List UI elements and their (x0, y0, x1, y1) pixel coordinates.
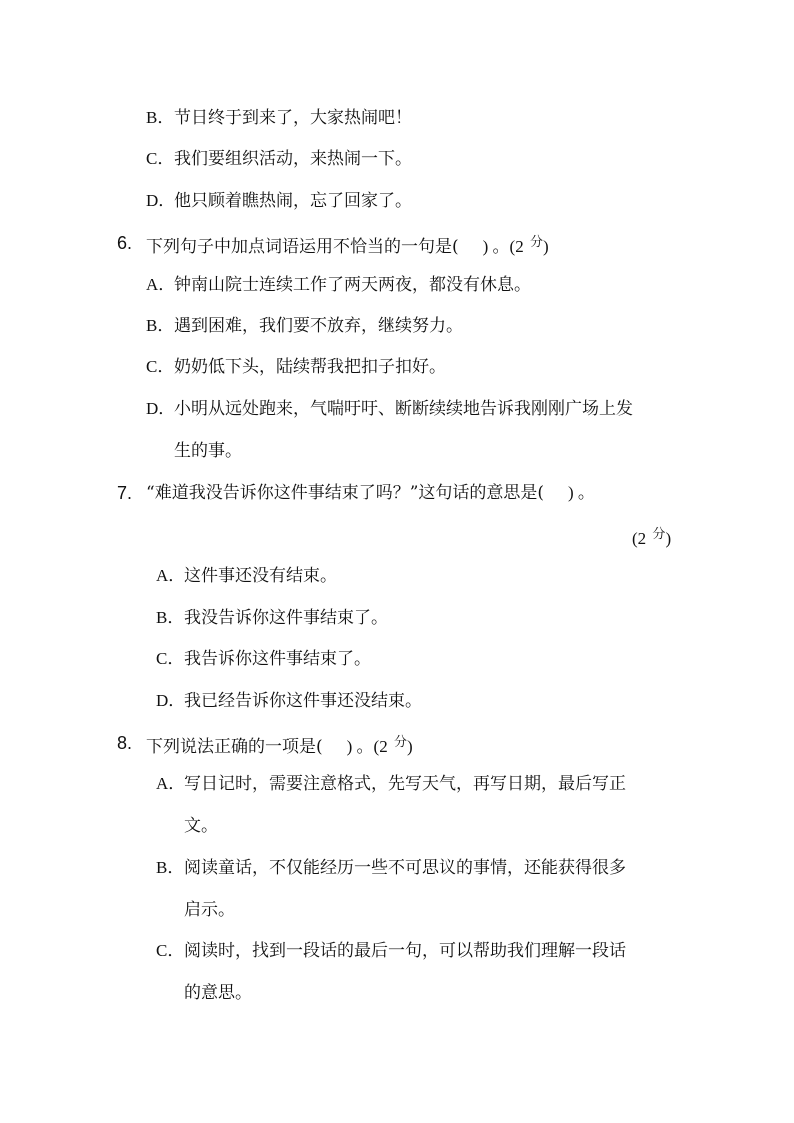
option-c (156, 939, 626, 963)
option-c-continued: 的意思。 (184, 983, 252, 1003)
question-6-number: 6. (117, 233, 133, 253)
option-letter: C． (146, 357, 175, 376)
stem-text: 下列句子中加点词语运用不恰当的一句是( (146, 237, 459, 257)
option-d-continued: 生的事。 (174, 441, 242, 461)
option-text: 写日记时，需要注意格式，先写天气，再写日期，最后写正 (184, 774, 626, 794)
option-text: 他只顾着瞧热闹，忘了回家了。 (174, 191, 412, 211)
option-b (146, 106, 412, 130)
question-8-stem (146, 731, 413, 759)
score-unit: 分 (529, 235, 543, 250)
option-letter: A． (156, 774, 186, 793)
question-7-number: 7. (117, 483, 133, 503)
option-letter: C． (146, 149, 175, 168)
stem-text: “难道我没告诉你这件事结束了吗？”这句话的意思是( (146, 483, 545, 503)
option-letter: A． (146, 275, 176, 294)
score-close: ) (406, 737, 413, 756)
option-letter: B． (156, 608, 185, 627)
option-d (156, 689, 422, 713)
stem-tail: ) 。(2 (346, 737, 392, 756)
option-a (156, 772, 626, 796)
option-text: 我们要组织活动，来热闹一下。 (174, 149, 412, 169)
score-unit: 分 (393, 735, 407, 750)
option-text: 我告诉你这件事结束了。 (184, 649, 371, 669)
stem-tail: ) 。 (568, 483, 595, 502)
option-c (156, 647, 371, 671)
score-unit: 分 (652, 527, 666, 542)
option-letter: B． (146, 316, 175, 335)
option-letter: C． (156, 941, 185, 960)
option-letter: D． (146, 191, 176, 210)
option-text: 钟南山院士连续工作了两天两夜，都没有休息。 (174, 275, 531, 295)
option-text: 我没告诉你这件事结束了。 (184, 608, 388, 628)
option-c (146, 355, 446, 379)
option-letter: A． (156, 566, 186, 585)
option-a (146, 273, 531, 297)
score-close: ) (665, 529, 672, 548)
option-b (156, 856, 626, 880)
option-b-continued: 启示。 (184, 900, 235, 920)
option-text: 节日终于到来了，大家热闹吧！ (174, 108, 412, 128)
option-letter: C． (156, 649, 185, 668)
score-prefix: (2 (632, 529, 651, 548)
score-close: ) (542, 237, 549, 256)
option-text: 小明从远处跑来，气喘吁吁、断断续续地告诉我刚刚广场上发 (174, 399, 633, 419)
option-text: 阅读时，找到一段话的最后一句，可以帮助我们理解一段话 (184, 941, 626, 961)
question-6-stem (146, 231, 549, 259)
option-text: 我已经告诉你这件事还没结束。 (184, 691, 422, 711)
stem-text: 下列说法正确的一项是( (146, 737, 323, 757)
question-8-number: 8. (117, 733, 133, 753)
option-text: 奶奶低下头，陆续帮我把扣子扣好。 (174, 357, 446, 377)
question-7-score (632, 523, 671, 551)
option-c (146, 147, 412, 171)
option-d (146, 189, 412, 213)
stem-tail: ) 。(2 (482, 237, 528, 256)
option-letter: B． (156, 858, 185, 877)
question-7-stem (146, 481, 595, 505)
option-letter: B． (146, 108, 175, 127)
option-d (146, 397, 633, 421)
option-a-continued: 文。 (184, 816, 218, 836)
option-text: 阅读童话，不仅能经历一些不可思议的事情，还能获得很多 (184, 858, 626, 878)
option-b (146, 314, 463, 338)
option-b (156, 606, 388, 630)
option-letter: D． (156, 691, 186, 710)
option-text: 这件事还没有结束。 (184, 566, 337, 586)
option-a (156, 564, 337, 588)
option-letter: D． (146, 399, 176, 418)
option-text: 遇到困难，我们要不放弃，继续努力。 (174, 316, 463, 336)
